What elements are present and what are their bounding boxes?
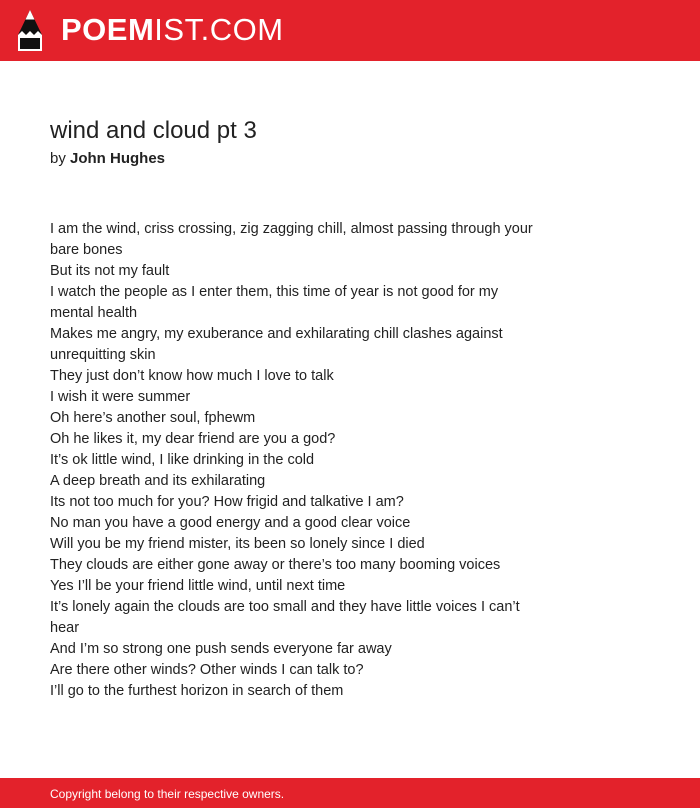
copyright-notice: Copyright belong to their respective owners.	[50, 787, 285, 801]
poem-line: I wish it were summer	[50, 389, 191, 405]
pencil-tip-icon	[17, 9, 43, 52]
poem-line: It’s lonely again the clouds are too small and they have little voices I can’t hear	[50, 599, 520, 636]
site-logo[interactable]	[61, 13, 284, 47]
poem-line: Yes I’ll be your friend little wind, until next time	[50, 578, 346, 594]
poem-line: Oh here’s another soul, fphewm	[50, 410, 256, 426]
site-header	[0, 0, 700, 61]
site-footer	[0, 778, 700, 808]
poem-line: I’ll go to the furthest horizon in search of them	[50, 683, 344, 699]
poem-body	[50, 219, 540, 702]
author-name: John Hughes	[70, 150, 166, 167]
poem-line: A deep breath and its exhilarating	[50, 473, 266, 489]
poem-line: Are there other winds? Other winds I can talk to?	[50, 662, 364, 678]
brand-name-bold: POEM	[61, 12, 155, 47]
poem-line: No man you have a good energy and a good clear voice	[50, 515, 411, 531]
poem-line: Will you be my friend mister, its been so lonely since I died	[50, 536, 425, 552]
poem-line: They just don’t know how much I love to talk	[50, 368, 334, 384]
poem-line: And I’m so strong one push sends everyone far away	[50, 641, 392, 657]
poem-line: But its not my fault	[50, 263, 170, 279]
poem-line: I am the wind, criss crossing, zig zagging chill, almost passing through your bare bones	[50, 221, 533, 258]
poem-line: Oh he likes it, my dear friend are you a god?	[50, 431, 336, 447]
by-label: by	[50, 150, 66, 167]
poem-title: wind and cloud pt 3	[50, 117, 257, 144]
byline	[50, 149, 165, 169]
poem-line: Makes me angry, my exuberance and exhilarating chill clashes against unrequitting skin	[50, 326, 503, 363]
poem-line: It’s ok little wind, I like drinking in the cold	[50, 452, 315, 468]
poem-line: I watch the people as I enter them, this time of year is not good for my mental health	[50, 284, 499, 321]
poem-line: Its not too much for you? How frigid and talkative I am?	[50, 494, 404, 510]
poem-line: They clouds are either gone away or there’s too many booming voices	[50, 557, 501, 573]
brand-name-light: IST.COM	[154, 12, 284, 47]
